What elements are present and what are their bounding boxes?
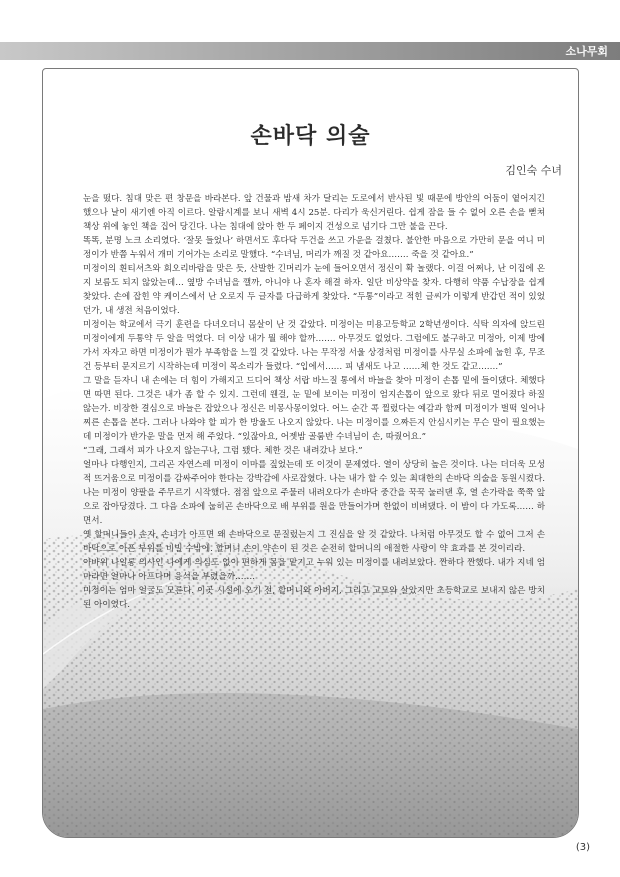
article-frame — [42, 68, 579, 838]
paragraph: 똑똑, 분명 노크 소리였다. ‘잘못 들었나’ 하면서도 후다닥 두건을 쓰고 가운을 걸쳤다. 불안한 마음으로 가만히 문을 여니 미정이가 반쯤 누워서 개미 기어가는 소리로 말했다. “수녀님, 머리가 깨질 것 같아요……. 죽을 것 같아요.” — [83, 236, 545, 260]
paragraph: 미정이의 흰티셔츠와 회오리바람을 맞은 듯, 산발한 긴머리가 눈에 들어오면서 정신이 확 놀랬다. 이걸 어쩌나, 난 이집에 온지 보름도 되지 않았는데… 옆방 수녀님을 깰까, 아니야 나 혼자 해결 하자. 일단 비상약을 찾자. 다행히 약품 수납장을 쉽게 찾았다. 손에 잡힌 약 케이스에서 난 오로지 두 글자를 다급하게 찾았다. “두통”이라고 적힌 글씨가 이렇게 반갑던 적이 있었던가, 내 생전 처음이었다. — [83, 264, 545, 316]
section-header-bar — [0, 42, 620, 60]
paragraph: 옛 할머니들이 손자, 손녀가 아프면 왜 손바닥으로 문질렀는지 그 진심을 알 것 같았다. 나처럼 아무것도 할 수 없어 그저 손바닥으로 아픈 부위를 비빌 수밖에. 할머니 손이 약손이 된 것은 순전히 할머니의 애절한 사랑이 약 효과를 본 것이리라. — [83, 530, 545, 554]
paragraph: 그 말을 듣자니 내 손에는 더 힘이 가해지고 드디어 책상 서랍 바느질 통에서 바늘을 찾아 미정이 손톱 밑에 들이댔다. 체했다면 따면 된다. 그것은 내가 좀 할 수 있지. 그런데 웬걸, 눈 밑에 보이는 미정이 엄지손톱이 앞으로 왔다 뒤로 멀어졌다 하질 않는가. 비장한 결심으로 바늘은 잡았으나 정신은 비몽사몽이었다. 어느 순간 콕 찔렀다는 예감과 함께 미정이가 벌떡 일어나 찌른 손톱을 본다. 그러나 나와야 할 피가 한 방울도 나오지 않았다. 나는 미정이를 으짜든지 안심시키는 무슨 말이 필요했는데 미정이가 반가운 말을 먼저 해 주었다. “있잖아요, 어젯밤 골룸반 수녀님이 손, 따줬어요.” — [83, 376, 545, 442]
paragraph: 미정이는 학교에서 극기 훈련을 다녀오더니 몸살이 난 것 같았다. 미정이는 미용고등학교 2학년생이다. 식탁 의자에 앉드린 미정이에게 두통약 두 알을 먹였다. 더 이상 내가 뭘 해야 할까……. 아무것도 없었다. 그럼에도 불구하고 미정아, 이제 방에 가서 자자고 하면 미정이가 뭔가 부족함을 느낄 것 같았다. 나는 무작정 서울 상경처럼 미정이를 사무실 소파에 눕힌 후, 무조건 등부터 문지르기 시작하는데 미정이 목소리가 들렸다. “입에서…… 피 냄새도 나고 ……체 한 것도 같고…….” — [83, 320, 545, 372]
paragraph: 눈을 떴다. 침대 맞은 편 창문을 바라본다. 앞 건물과 밤새 차가 달리는 도로에서 반사된 빛 때문에 방안의 어둠이 옅어지긴 했으나 날이 새기엔 아직 이르다. 알람시계를 보니 새벽 4시 25분. 다리가 욱신거린다. 쉽게 잠을 들 수 없어 오른 손을 뻗쳐 책상 위에 놓인 책을 집어 당긴다. 나는 침대에 앉아 한 두 페이지 건성으로 넘기다 그만 불을 끈다. — [83, 194, 545, 232]
page-number: (3) — [575, 842, 590, 853]
article-title: 손바닥 의술 — [250, 124, 371, 149]
section-label: 소나무회 — [565, 45, 608, 58]
article-body — [83, 192, 545, 612]
paragraph: 미정이는 엄마 얼굴도 모른다. 이곳 시설에 오기 전, 할머니와 아버지, 그리고 고모와 살았지만 초등학교로 보내지 않은 방치된 아이였다. — [83, 586, 545, 610]
author-byline: 김인숙 수녀 — [505, 164, 562, 177]
paragraph: 얼마나 다행인지, 그리곤 자연스레 미정이 이마를 짚었는데 또 이것이 문제였다. 열이 상당히 높은 것이다. 나는 더더욱 모성적 뜨거움으로 미정이를 감싸주어야 한다는 강박감에 사로잡혔다. 나는 내가 할 수 있는 최대한의 손바닥 의술을 동원시켰다. 나는 미정이 양팔을 주무르기 시작했다. 점점 앞으로 주물러 내려오다가 손바닥 중간을 꾹꾹 눌러댄 후, 열 손가락을 쭉쭉 앞으로 잡아당겼다. 그 다음 소파에 눕히곤 손바닥으로 배 부위를 원을 만들어가며 한없이 비벼댔다. 이 밤이 다 가도록…… 하면서. — [83, 460, 545, 526]
paragraph: 아바위 나일롱 의사인 나에게 의심도 없이 편하게 몸을 맡기고 누워 있는 미정이를 내려보았다. 짠하다 짠했다. 내가 지네 엄마라면 얼마나 아프다며 응석을 부렸을까……. — [83, 558, 545, 582]
paragraph: “그래, 그래서 피가 나오지 않는구나, 그럼 됐다. 체한 것은 내려갔나 보다.” — [83, 446, 363, 456]
